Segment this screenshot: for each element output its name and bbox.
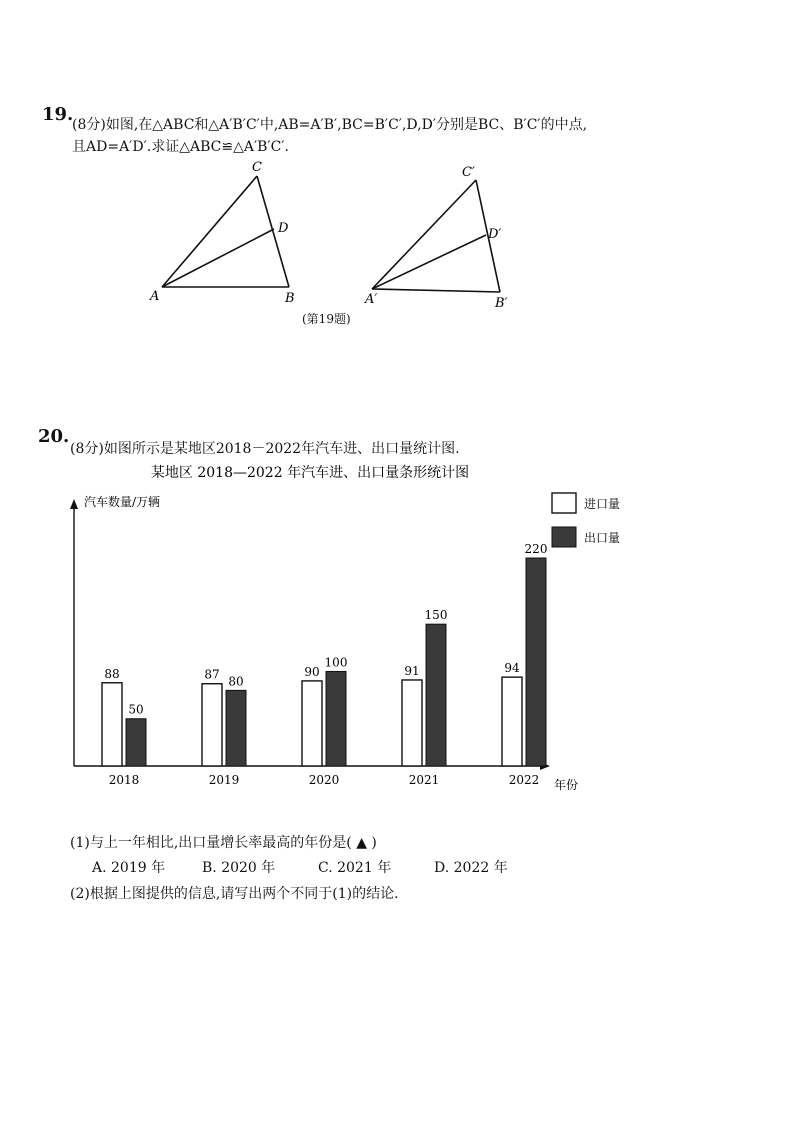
label-b: B xyxy=(285,291,295,306)
option-a: A. 2019 年 xyxy=(92,860,166,876)
y-axis-label: 汽车数量/万辆 xyxy=(84,495,161,509)
option-b: B. 2020 年 xyxy=(202,860,276,876)
tick-label-2020: 2020 xyxy=(308,773,340,787)
q20-intro: (8分)如图所示是某地区2018－2022年汽车进、出口量统计图. xyxy=(70,441,460,457)
label-export-2021: 150 xyxy=(424,608,448,623)
triangle-a2b2c2 xyxy=(372,180,500,292)
triangle-figures xyxy=(0,0,794,330)
tick-label-2022: 2022 xyxy=(508,773,540,787)
label-export-2018: 50 xyxy=(128,702,144,717)
label-c: C xyxy=(252,160,262,175)
label-export-2022: 220 xyxy=(524,542,548,556)
bar-import-2021 xyxy=(402,680,422,766)
label-import-2019: 87 xyxy=(204,667,220,682)
bar-export-2019 xyxy=(226,690,246,766)
chart-bars xyxy=(102,542,547,787)
q19-text-line2: 且AD=A′D′.求证△ABC≌△A′B′C′. xyxy=(72,139,289,155)
legend-label-export: 出口量 xyxy=(584,531,621,545)
chart-legend xyxy=(552,493,620,547)
legend-label-import: 进口量 xyxy=(584,497,621,511)
tick-label-2018: 2018 xyxy=(108,773,140,787)
option-c: C. 2021 年 xyxy=(318,860,392,876)
x-axis-label: 年份 xyxy=(554,778,579,792)
option-d: D. 2022 年 xyxy=(434,860,508,876)
chart-title: 某地区 2018—2022 年汽车进、出口量条形统计图 xyxy=(150,465,470,481)
label-export-2019: 80 xyxy=(228,674,244,689)
label-d-prime: D′ xyxy=(488,227,502,242)
label-import-2018: 88 xyxy=(104,666,120,681)
bar-import-2022 xyxy=(502,677,522,766)
bar-export-2022 xyxy=(526,558,546,766)
q19-text-line1: (8分)如图,在△ABC和△A′B′C′中,AB=A′B′,BC=B′C′,D,D′分别是BC、B′C′的中点, xyxy=(72,117,588,133)
label-import-2021: 91 xyxy=(404,663,420,678)
triangle-abc xyxy=(162,176,289,287)
bar-export-2021 xyxy=(426,624,446,766)
label-a: A xyxy=(150,289,160,304)
y-axis-arrow xyxy=(70,499,78,509)
legend-swatch-import xyxy=(552,493,576,513)
legend-swatch-export xyxy=(552,527,576,547)
bar-export-2020 xyxy=(326,671,346,766)
q20-part2: (2)根据上图提供的信息,请写出两个不同于(1)的结论. xyxy=(70,886,399,902)
q19-number: 19. xyxy=(42,104,74,125)
bar-import-2019 xyxy=(202,684,222,766)
tick-label-2019: 2019 xyxy=(208,773,240,787)
q20-part1: (1)与上一年相比,出口量增长率最高的年份是( ▲ ) xyxy=(70,835,377,851)
bar-import-2018 xyxy=(102,683,122,766)
label-a-prime: A′ xyxy=(365,292,378,307)
q19-caption: (第19题) xyxy=(302,312,351,326)
tick-label-2021: 2021 xyxy=(408,773,440,787)
label-b-prime: B′ xyxy=(495,296,508,311)
label-import-2020: 90 xyxy=(304,664,320,679)
q20-number: 20. xyxy=(38,426,70,447)
bar-export-2018 xyxy=(126,719,146,766)
label-export-2020: 100 xyxy=(324,655,348,670)
bar-import-2020 xyxy=(302,681,322,766)
label-c-prime: C′ xyxy=(462,165,475,180)
label-import-2022: 94 xyxy=(504,661,520,676)
label-d: D xyxy=(278,221,289,236)
bar-chart xyxy=(0,455,794,800)
